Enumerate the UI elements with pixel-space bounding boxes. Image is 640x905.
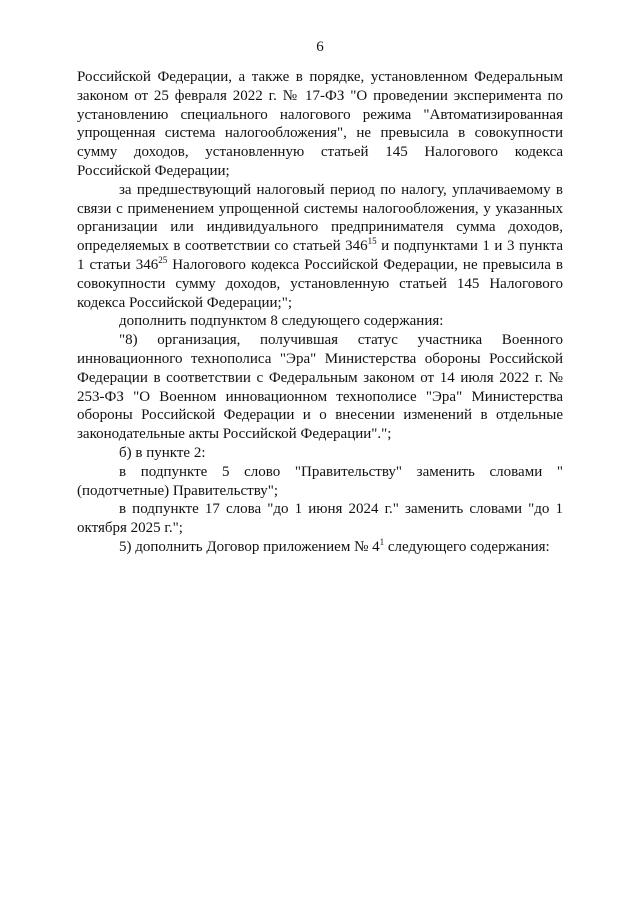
paragraph-item-5: [77, 538, 563, 557]
paragraph-subitem-5: в подпункте 5 слово "Правительству" заменить словами "(подотчетные) Правительству";: [77, 463, 563, 499]
paragraph-text: следующего содержания:: [384, 538, 550, 555]
superscript: 1: [379, 536, 385, 547]
page-number: 6: [316, 39, 324, 55]
superscript: 25: [158, 254, 168, 265]
paragraph-item-b: б) в пункте 2:: [119, 444, 206, 461]
paragraph-subitem-8: "8) организация, получившая статус участника Военного инновационного технополиса "Эра" Министерства обороны Российской Федерации в соответствии с Федеральным законом от 14 июля 2022 г. № 253-ФЗ "О Военном инновационном технополисе "Эра" Министерства обороны Российской Федерации и о внесении изменений в отдельные законодательные акты Российской Федерации".";: [77, 332, 563, 443]
paragraph-subitem-17: в подпункте 17 слова "до 1 июня 2024 г." заменить словами "до 1 октября 2025 г.";: [77, 501, 563, 537]
paragraph-continuation: Российской Федерации, а также в порядке, установленном Федеральным законом от 25 февраля 2022 г. № 17-ФЗ "О проведении эксперимента по установлению специального налогового режима "Автоматизированная упрощенная система налогообложения", не превысила в совокупности сумму доходов, установленную статьей 145 Налогового кодекса Российской Федерации;: [77, 69, 563, 179]
paragraph-add-subitem: дополнить подпунктом 8 следующего содержания:: [119, 313, 444, 330]
paragraph-tax-period: [77, 181, 563, 313]
paragraph-text: Налогового кодекса Российской Федерации, не превысила в совокупности сумму доходов, установленную статьей 145 Налогового кодекса Российской Федерации;";: [77, 256, 563, 311]
paragraph-text: 5) дополнить Договор приложением № 4: [119, 538, 380, 555]
paragraph-text: и подпунктами 1 и 3 пункта 1 статьи 346: [77, 238, 563, 273]
superscript: 15: [367, 236, 377, 247]
paragraph-text: за предшествующий налоговый период по налогу, уплачиваемому в связи с применением упрощенной системы налогообложения, у указанных организации или индивидуального предпринимателя сумма доходов, определяемых в соответствии со статьей 346: [77, 181, 563, 255]
document-body: [77, 68, 563, 557]
